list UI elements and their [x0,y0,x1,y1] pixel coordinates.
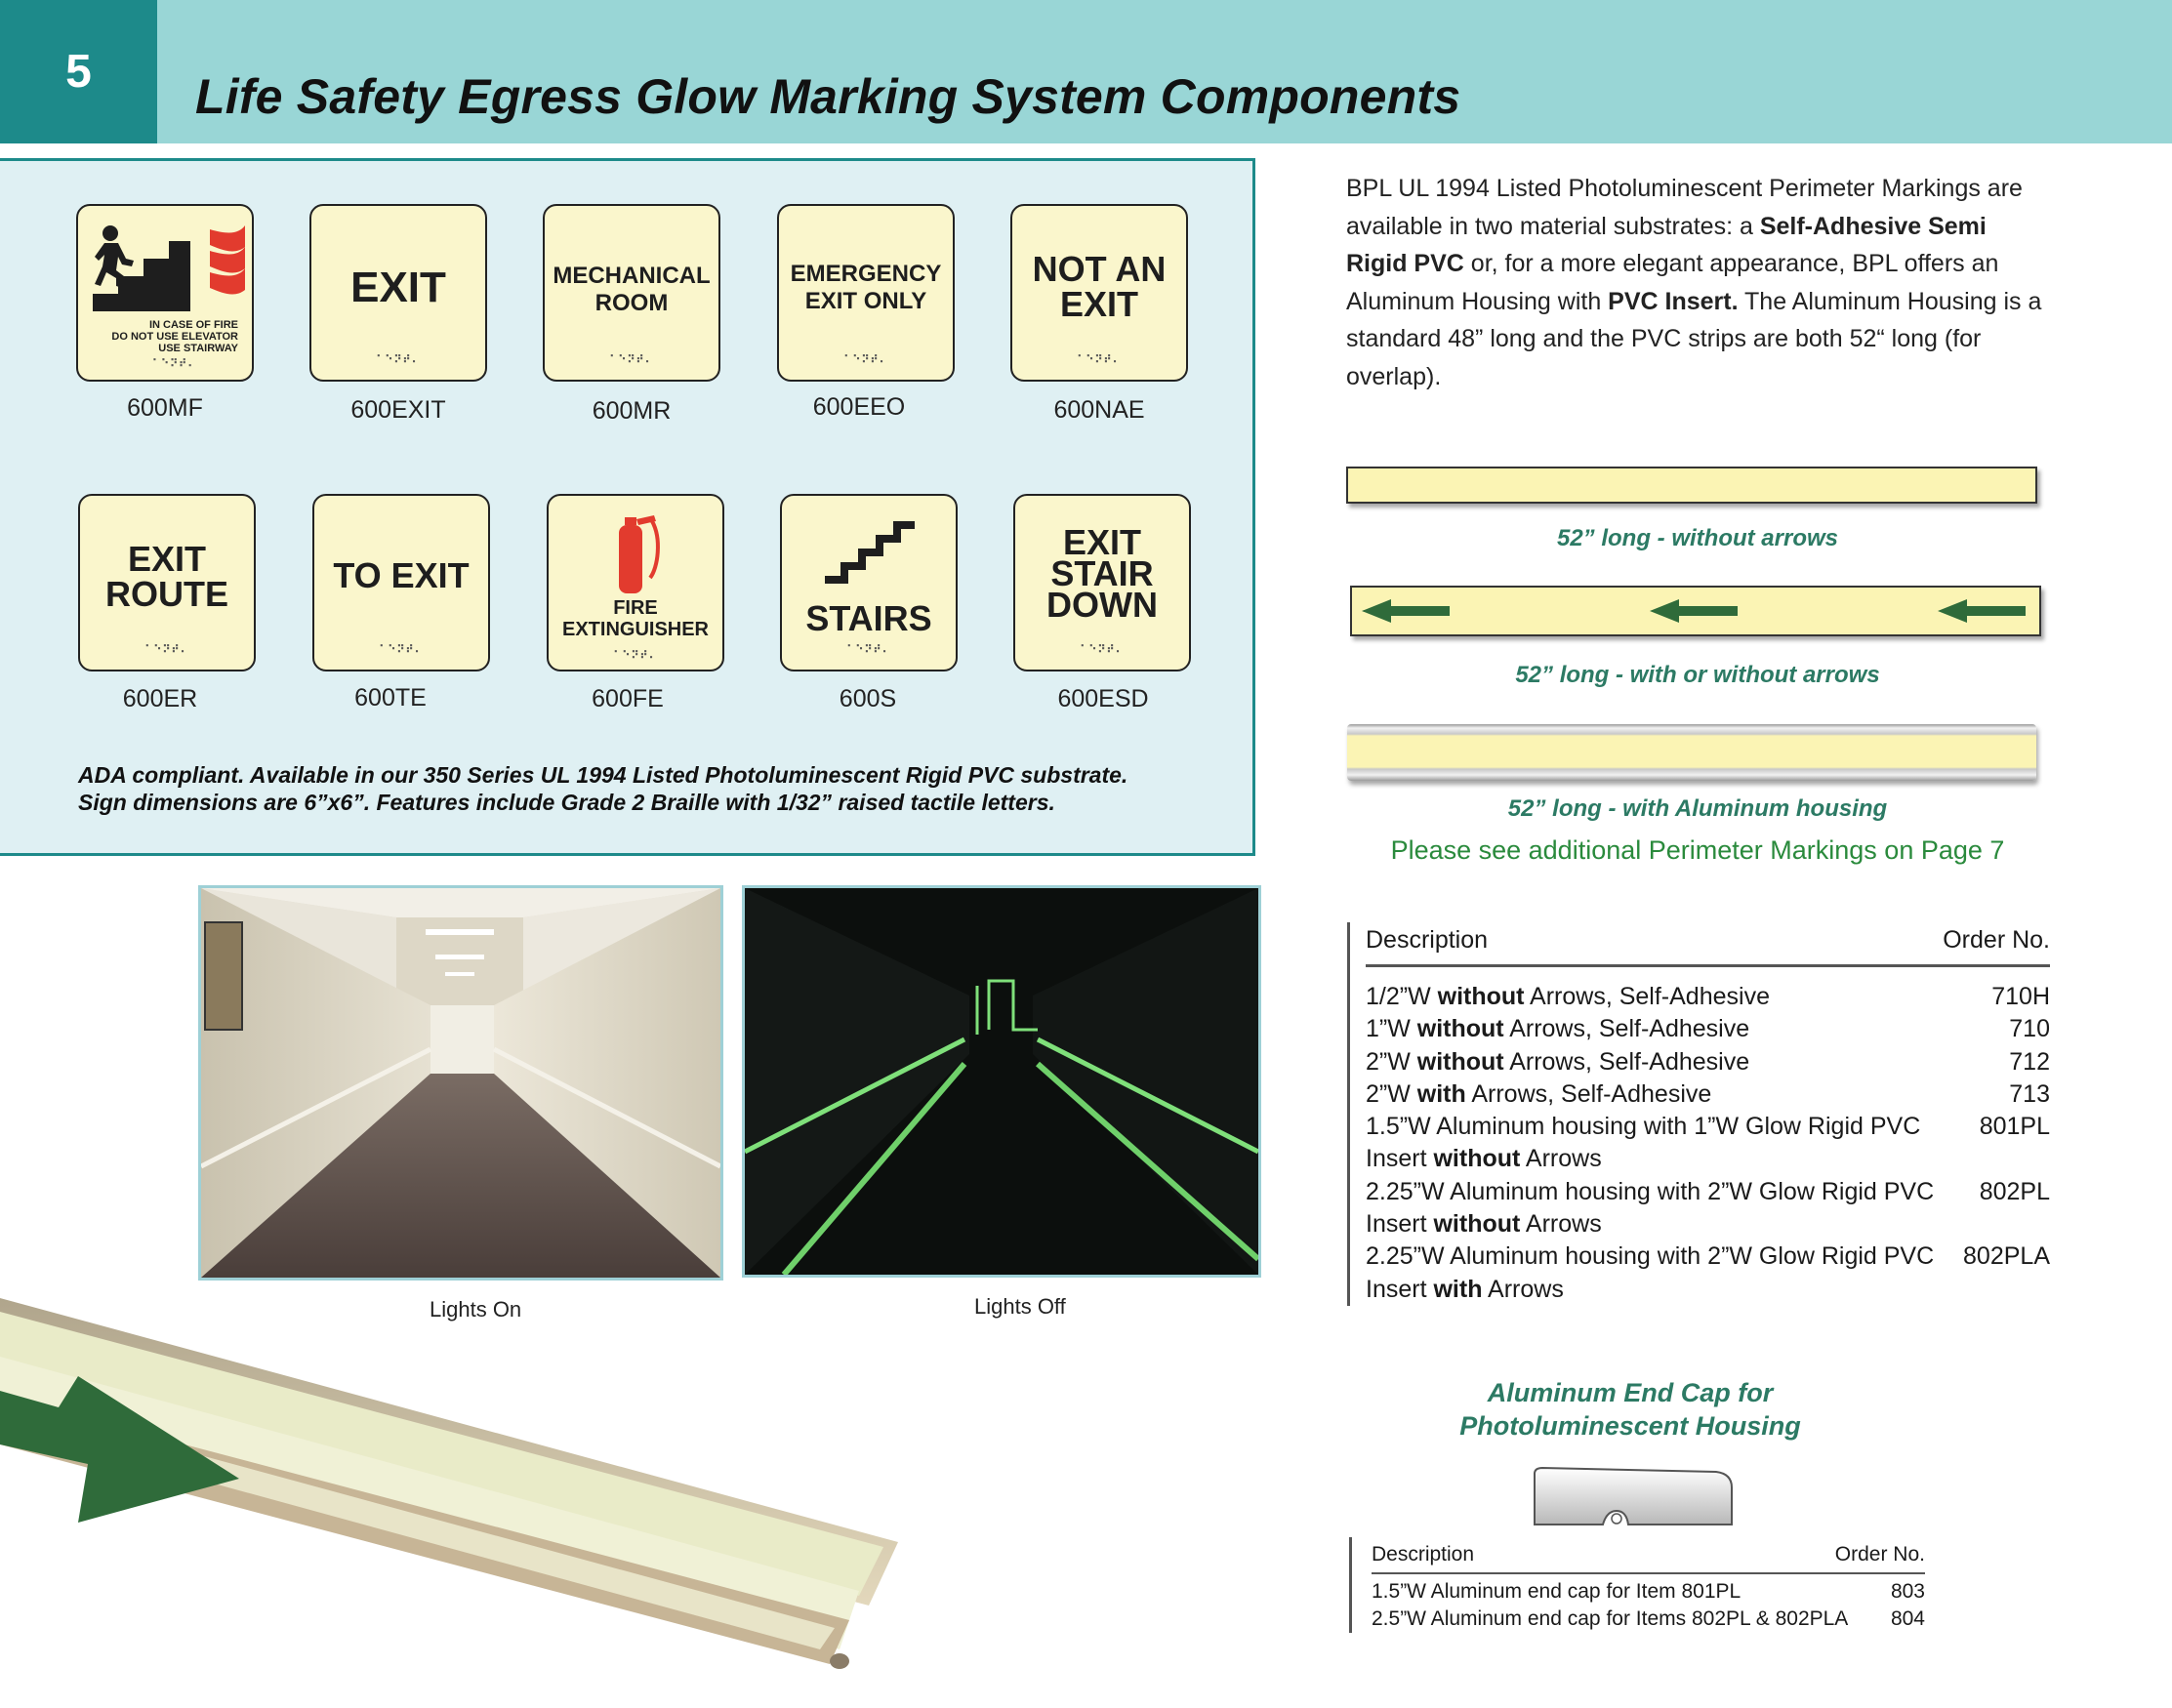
row-text: Arrows [1482,1275,1564,1303]
row-order: 801PL [1979,1113,2050,1141]
sign-text-line1: MECHANICAL [553,263,711,289]
sign-600exit [309,204,487,382]
sign-note-line1: ADA compliant. Available in our 350 Series UL 1994 Listed Photoluminescent Rigid PVC substrate. [78,762,1128,788]
sign-text-line1: FIRE [613,597,658,619]
arrow-left-icon [1650,599,1738,623]
braille-dots: ⠁⠑⠝⠞⠄ [846,644,891,656]
row-text: 2.5”W Aluminum end cap for Items 802PL & 802PLA [1372,1607,1849,1630]
sign-text-line2: EXIT [1059,284,1138,324]
col-order-no: Order No. [1943,926,2050,954]
table-row [1366,981,2050,1013]
stairway-fire-icon [83,216,249,333]
table-row [1366,1240,2050,1273]
table-header [1372,1537,1925,1574]
braille-dots: ⠁⠑⠝⠞⠄ [609,354,654,366]
table-row [1366,1208,2050,1240]
row-text: Insert [1366,1210,1434,1239]
sign-note [78,761,1127,816]
sign-text: STAIRS [805,598,932,638]
sign-600s [780,494,958,671]
intro-text: or, for a more elegant appearance, BPL offers an Aluminum Housing with [1346,250,1999,315]
sign-text-line1: NOT AN [1032,249,1167,289]
intro-text: BPL UL 1994 Listed Photoluminescent Perimeter Markings are available in two material substrates: a [1346,175,2023,240]
intro-paragraph [1346,170,2049,395]
row-order: 713 [2009,1079,2050,1108]
sign-code: 600MR [592,397,672,425]
row-text: 2”W [1366,1079,1417,1108]
sign-code: 600ER [122,685,198,712]
row-order: 710H [1991,983,2050,1010]
sign-600mf-line1: IN CASE OF FIRE [148,319,238,331]
row-order: 803 [1890,1580,1925,1603]
sign-600mf-line2: DO NOT USE ELEVATOR [111,331,238,343]
row-order: 804 [1890,1607,1925,1630]
row-text: 2”W [1366,1047,1417,1076]
braille-dots: ⠁⠑⠝⠞⠄ [843,354,888,366]
table-row [1366,1013,2050,1045]
sign-text: EXIT [350,264,446,311]
sign-600mf [76,204,254,382]
sign-code: 600NAE [1053,396,1145,424]
row-text: Insert [1366,1275,1434,1303]
sign-code: 600S [839,685,897,712]
end-cap-image [1531,1464,1736,1532]
row-bold: without [1437,983,1525,1010]
fire-extinguisher-icon [607,509,666,597]
endcap-title-line1: Aluminum End Cap for [1487,1378,1774,1407]
glow-strip-plain [1346,467,2037,504]
endcap-table [1349,1537,1925,1633]
braille-dots: ⠁⠑⠝⠞⠄ [144,644,189,656]
sign-text-line1: EXIT [1062,522,1141,562]
braille-dots: ⠁⠑⠝⠞⠄ [1077,354,1122,366]
table-row [1366,1078,2050,1111]
sign-code: 600TE [354,684,427,712]
page-header [0,0,2172,143]
braille-dots: ⠁⠑⠝⠞⠄ [613,650,658,662]
sign-code: 600EXIT [350,396,446,424]
row-text: Arrows [1520,1145,1602,1173]
glow-strip-aluminum [1347,724,2036,781]
intro-text: The Aluminum Housing is a standard 48” long and the PVC strips are both 52“ long (for overlap). [1346,287,2042,390]
sign-600eeo [777,204,955,382]
row-text: Arrows, Self-Adhesive [1503,1047,1750,1076]
sign-600te [312,494,490,671]
sign-text-line2: STAIR [1050,553,1154,593]
row-text: 1/2”W [1366,983,1438,1010]
table-row [1366,1143,2050,1175]
table-row [1366,1176,2050,1208]
sign-text-line2: ROOM [594,290,669,316]
row-bold: without [1433,1145,1521,1173]
page-number: 5 [0,0,157,143]
sign-code: 600FE [592,685,664,712]
row-bold: with [1433,1275,1483,1303]
table-row [1366,1111,2050,1143]
table-row [1372,1606,1925,1633]
arrow-left-icon [1938,599,2026,623]
sign-600esd [1013,494,1191,671]
photo-caption-lights-on: Lights On [430,1297,522,1322]
glow-strip-arrows [1350,586,2041,636]
row-text: Arrows [1520,1210,1602,1239]
aluminum-housing-strip-image [0,1298,908,1708]
row-text: Arrows, Self-Adhesive [1465,1079,1712,1108]
braille-dots: ⠁⠑⠝⠞⠄ [376,354,421,366]
row-text: Arrows, Self-Adhesive [1503,1015,1750,1043]
photo-lights-on [198,885,723,1281]
sign-text-line1: EXIT [127,539,206,579]
arrow-left-icon [1362,599,1450,623]
photo-caption-lights-off: Lights Off [974,1294,1066,1319]
stairs-icon [821,517,919,586]
sign-text-line3: DOWN [1046,585,1158,625]
row-text: 1.5”W Aluminum end cap for Item 801PL [1372,1580,1742,1603]
strip-caption: 52” long - with Aluminum housing [1507,795,1888,822]
row-text: 1.5”W Aluminum housing with 1”W Glow Rigid PVC [1366,1113,1921,1141]
table-row [1366,1046,2050,1078]
row-bold: without [1416,1047,1504,1076]
col-description: Description [1366,926,1489,954]
table-row [1366,1274,2050,1306]
sign-note-line2: Sign dimensions are 6”x6”. Features include Grade 2 Braille with 1/32” raised tactile letters. [78,790,1055,815]
col-description: Description [1372,1543,1475,1566]
row-text: 1”W [1366,1015,1417,1043]
col-order-no: Order No. [1834,1543,1925,1566]
sign-text: TO EXIT [333,555,470,595]
row-text: 2.25”W Aluminum housing with 2”W Glow Rigid PVC [1366,1177,1935,1205]
braille-dots: ⠁⠑⠝⠞⠄ [152,358,197,370]
sign-600mr [543,204,720,382]
strip-caption: 52” long - with or without arrows [1515,662,1880,688]
row-bold: without [1416,1015,1504,1043]
sign-600er [78,494,256,671]
photo-lights-off [742,885,1261,1278]
row-text: 2.25”W Aluminum housing with 2”W Glow Rigid PVC [1366,1242,1935,1271]
sign-600mf-line3: USE STAIRWAY [158,343,238,354]
sign-600nae [1010,204,1188,382]
see-more-link[interactable]: Please see additional Perimeter Markings on Page 7 [1390,835,2005,865]
row-bold: without [1433,1210,1521,1239]
intro-bold: PVC Insert. [1608,287,1739,315]
table-header [1366,922,2050,967]
table-row [1372,1578,1925,1606]
braille-dots: ⠁⠑⠝⠞⠄ [1080,644,1125,656]
sign-text-line1: EMERGENCY [790,261,942,287]
strip-caption: 52” long - without arrows [1556,525,1838,551]
row-bold: with [1416,1079,1466,1108]
endcap-title [1367,1376,1894,1443]
sign-code: 600ESD [1057,685,1149,712]
row-order: 710 [2009,1015,2050,1043]
sign-code: 600MF [127,394,203,422]
order-table [1347,922,2050,1306]
braille-dots: ⠁⠑⠝⠞⠄ [379,644,424,656]
sign-600fe [547,494,724,671]
page-title: Life Safety Egress Glow Marking System Components [195,69,1461,124]
row-text: Insert [1366,1145,1434,1173]
sign-text-line2: ROUTE [105,574,228,614]
intro-bold: Self-Adhesive Semi Rigid PVC [1346,212,1987,277]
sign-text-line2: EXIT ONLY [804,288,927,314]
row-order: 712 [2009,1047,2050,1076]
sign-code: 600EEO [812,393,906,421]
row-order: 802PLA [1963,1242,2050,1271]
sign-text-line2: EXTINGUISHER [561,619,710,640]
endcap-title-line2: Photoluminescent Housing [1459,1411,1801,1441]
row-text: Arrows, Self-Adhesive [1524,983,1770,1010]
row-order: 802PL [1979,1177,2050,1205]
